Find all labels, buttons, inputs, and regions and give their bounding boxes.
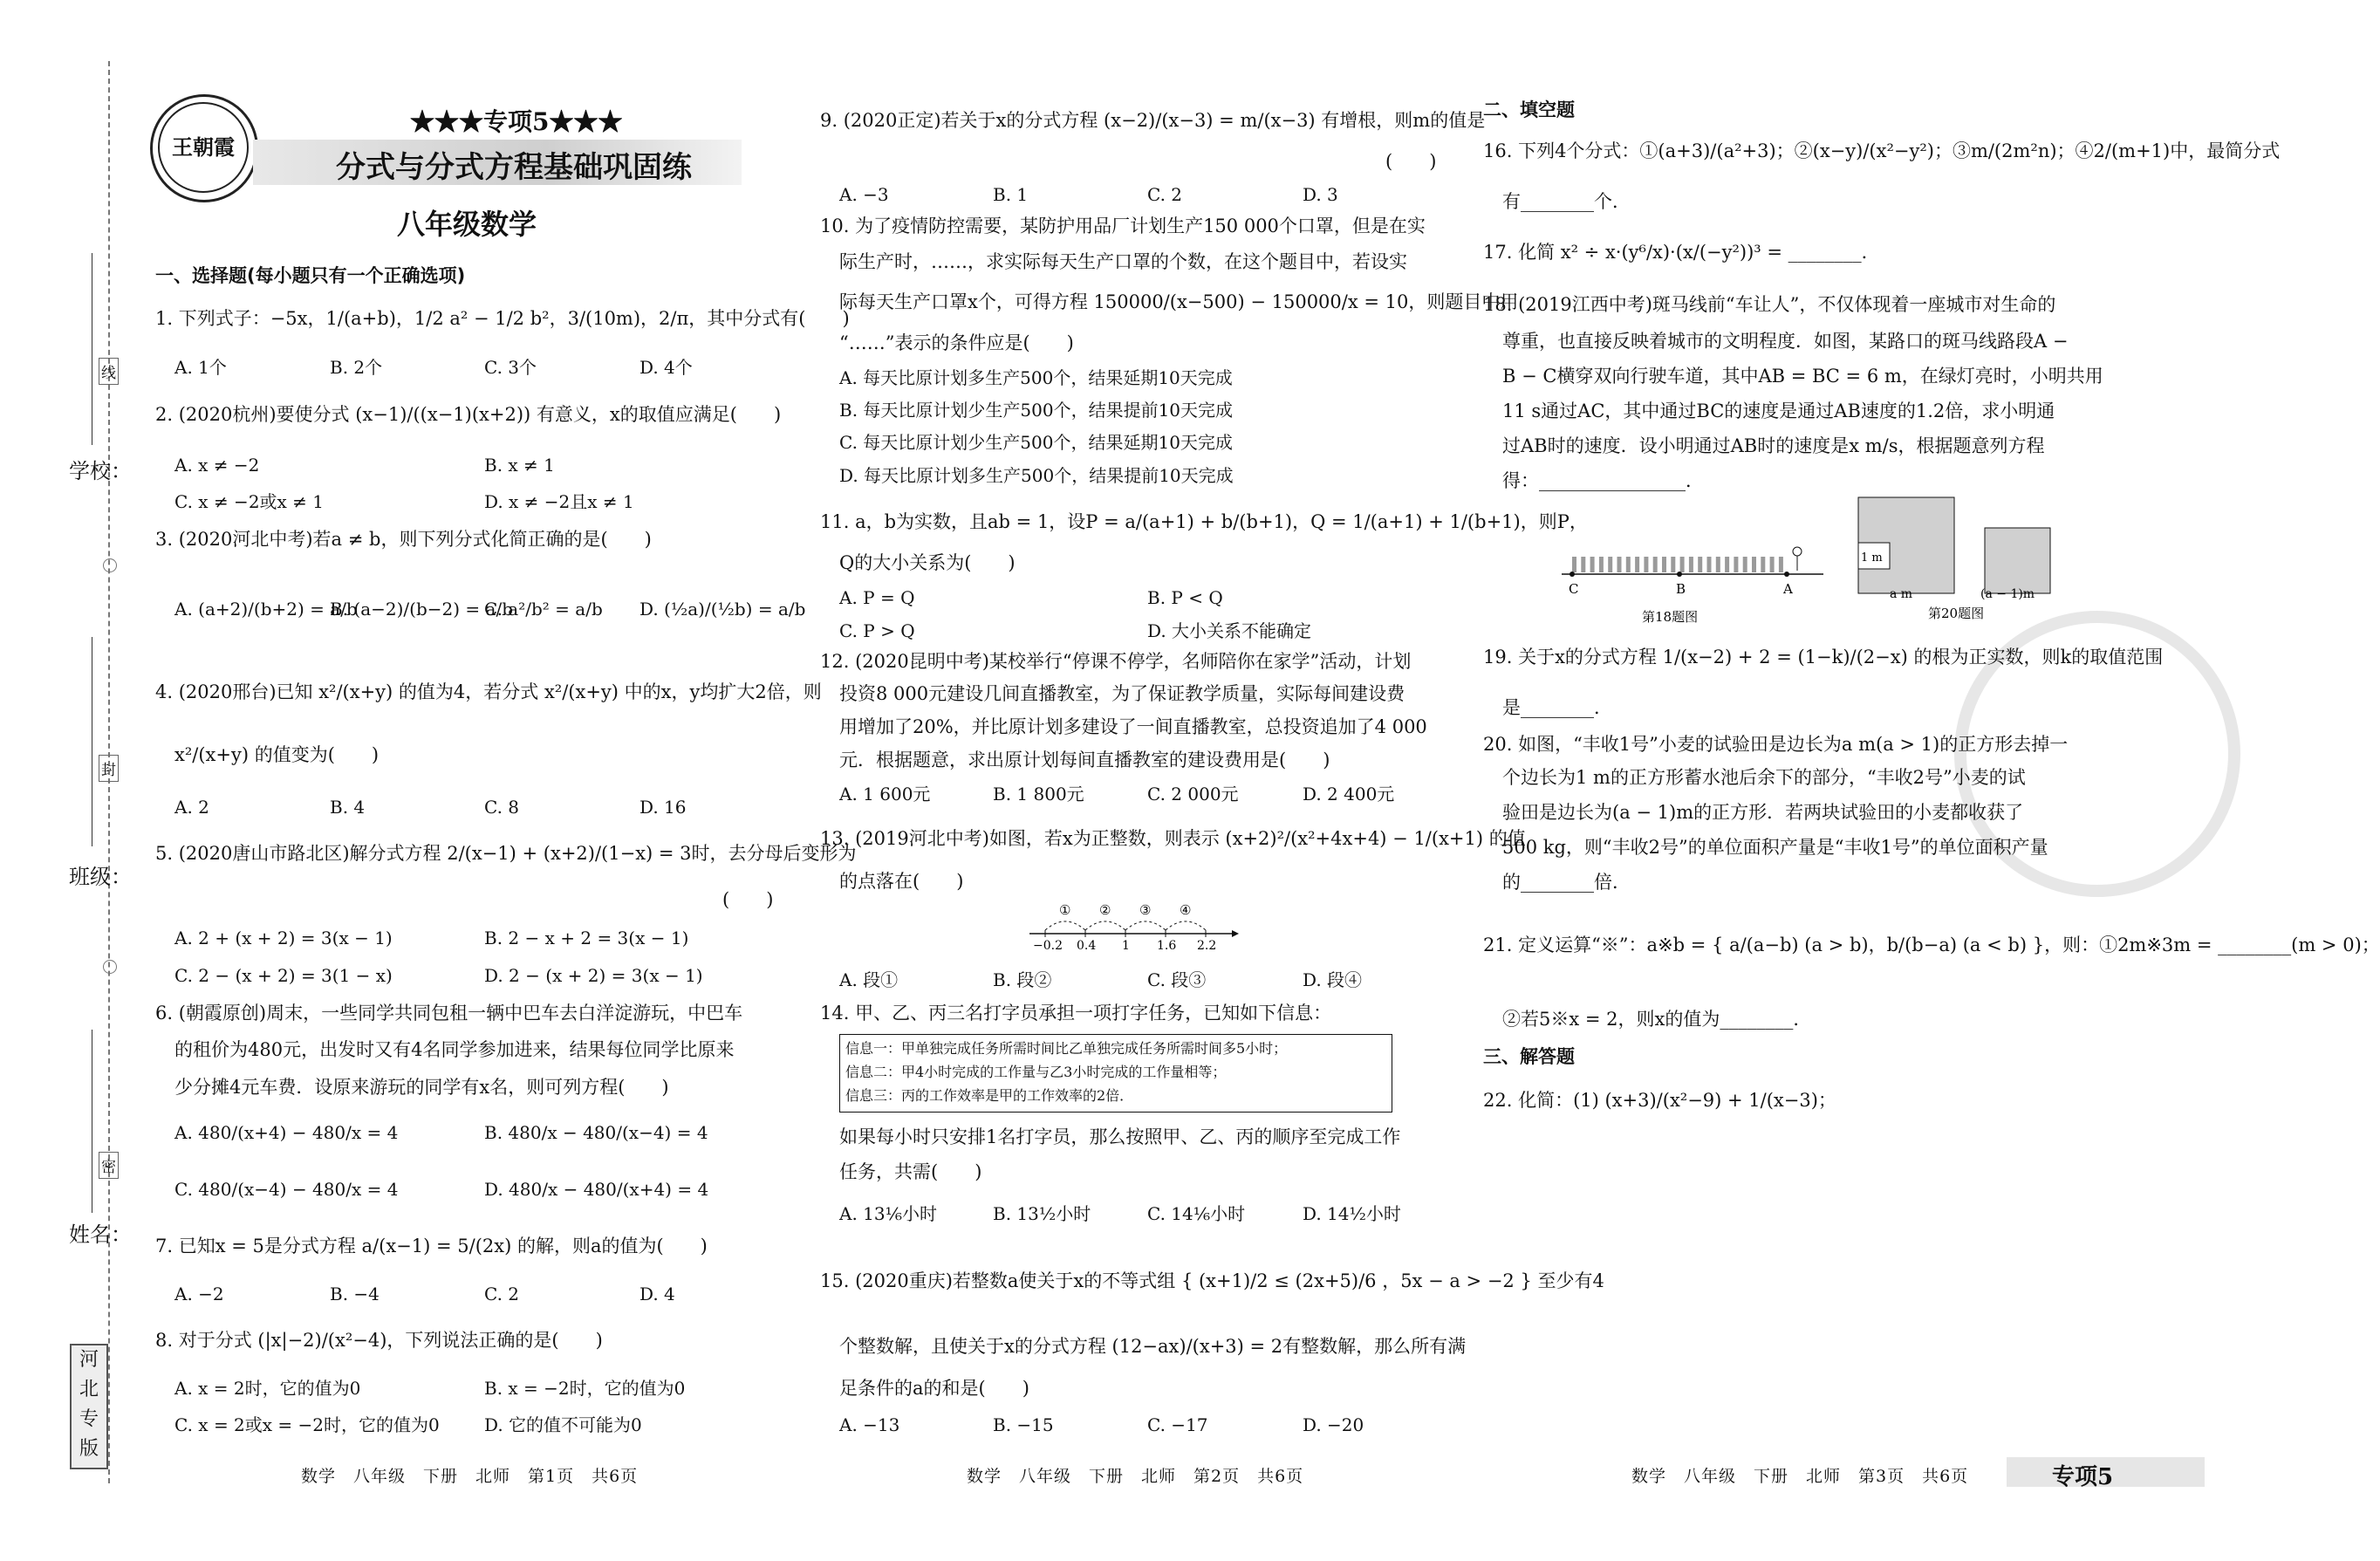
question-13: 13. (2019河北中考)如图，若x为正整数，则表示 (x+2)²/(x²+4x+4) − 1/(x+1) 的值 (820, 828, 1526, 849)
question-4: 4. (2020邢台)已知 x²/(x+y) 的值为4，若分式 x²/(x+y) 中的x，y均扩大2倍，则 (155, 681, 822, 702)
question-14-cont: 如果每小时只安排1名打字员，那么按照甲、乙、丙的顺序至完成工作 (839, 1126, 1401, 1147)
option-d: D. 大小关系不能确定 (1147, 620, 1312, 641)
question-20-cont: 500 kg，则“丰收2号”的单位面积产量是“丰收1号”的单位面积产量 (1502, 837, 2048, 858)
crosswalk-stripe (1626, 557, 1631, 572)
question-13-cont: 的点落在( ) (839, 871, 964, 892)
option-d: D. 2 400元 (1303, 784, 1395, 804)
option-b: B. 13½小时 (993, 1203, 1091, 1224)
crosswalk-stripe (1725, 557, 1729, 572)
option-a: A. 每天比原计划多生产500个，结果延期10天完成 (839, 367, 1233, 388)
option-d: D. 16 (639, 797, 687, 818)
segment-arc (1085, 921, 1125, 930)
crosswalk-stripe (1734, 557, 1738, 572)
crosswalk-stripe (1752, 557, 1756, 572)
question-21: 21. 定义运算“※”：a※b = { a/(a−b) (a > b)，b/(b−a) (a < b) }，则：①2m※3m = ________(m > 0)； (1483, 935, 2380, 955)
segment-label: ② (1099, 902, 1111, 918)
option-b: B. x = −2时，它的值为0 (484, 1378, 686, 1399)
info-line: 信息二：甲4小时完成的工作量与乙3小时完成的工作量相等； (845, 1064, 1227, 1080)
option-a: A. 480/(x+4) − 480/x = 4 (174, 1122, 399, 1143)
option-d: D. 4个 (639, 357, 693, 378)
question-6-cont: 的租价为480元，出发时又有4名同学参加进来，结果每位同学比原来 (174, 1039, 735, 1060)
tick-label: 1.6 (1157, 939, 1177, 953)
question-22: 22. 化简：(1) (x+3)/(x²−9) + 1/(x−3)； (1483, 1090, 1836, 1111)
question-16-cont: 有________个． (1502, 191, 1631, 212)
question-17: 17. 化简 x² ÷ x·(y⁶/x)·(x/(−y²))³ = ________． (1483, 242, 1880, 263)
option-d: D. −20 (1303, 1414, 1364, 1435)
option-c: C. 2 (1147, 184, 1183, 205)
option-c: C. 14⅙小时 (1147, 1203, 1246, 1224)
figure-caption: 第18题图 (1642, 609, 1699, 625)
question-10-cont: 际每天生产口罩x个，可得方程 150000/(x−500) − 150000/x = 10，则题目中用 (839, 291, 1519, 312)
option-a: A. 1个 (174, 357, 227, 378)
crosswalk-stripe (1653, 557, 1658, 572)
question-11-cont: Q的大小关系为( ) (839, 552, 1016, 573)
option-c: C. x ≠ −2或x ≠ 1 (174, 491, 325, 512)
question-18: 18. (2019江西中考)斑马线前“车让人”，不仅体现着一座城市对生命的 (1483, 294, 2056, 315)
crosswalk-stripe (1572, 557, 1576, 572)
option-d: D. x ≠ −2且x ≠ 1 (484, 491, 634, 512)
crosswalk-stripe (1716, 557, 1720, 572)
side-label-a: a m (1890, 587, 1913, 601)
publisher-logo (150, 94, 258, 202)
question-15: 15. (2020重庆)若整数a使关于x的不等式组 { (x+1)/2 ≤ (2x+5)/6 ，5x − a > −2 } 至少有4 (820, 1270, 1604, 1291)
question-9: 9. (2020正定)若关于x的分式方程 (x−2)/(x−3) = m/(x−3) 有增根，则m的值是 (820, 110, 1486, 131)
segment-label: ④ (1180, 902, 1192, 918)
option-d: D. 4 (639, 1284, 675, 1304)
seal-mi-mark: 密 (99, 1152, 119, 1179)
option-b: B. 1 (993, 184, 1029, 205)
option-c: C. 段③ (1147, 969, 1207, 990)
section-heading: 一、选择题(每小题只有一个正确选项) (155, 265, 466, 286)
question-6-cont: 少分摊4元车费．设原来游玩的同学有x名，则可列方程( ) (174, 1077, 669, 1098)
number-line-figure (1029, 900, 1239, 953)
section-heading: 二、填空题 (1483, 99, 1575, 120)
pond-label: 1 m (1861, 551, 1883, 565)
label-a: A (1783, 581, 1793, 597)
crosswalk-stripe (1581, 557, 1585, 572)
option-d: D. 段④ (1303, 969, 1363, 990)
page-footer: 数学 八年级 下册 北师 第3页 共6页 (1631, 1467, 1969, 1486)
crosswalk-stripe (1743, 557, 1747, 572)
label-b: B (1676, 581, 1686, 597)
question-20: 20. 如图，“丰收1号”小麦的试验田是边长为a m(a > 1)的正方形去掉一 (1483, 734, 2069, 755)
square-field-2 (1985, 528, 2050, 593)
question-10-cont: “……”表示的条件应是( ) (839, 332, 1074, 353)
option-a: A. 13⅙小时 (839, 1203, 937, 1224)
tick-label: 2.2 (1197, 939, 1217, 953)
crosswalk-stripe (1698, 557, 1702, 572)
option-b: B. 2个 (330, 357, 383, 378)
option-d: D. (½a)/(½b) = a/b (639, 599, 806, 620)
option-b: B. 2 − x + 2 = 3(x − 1) (484, 928, 689, 948)
figure-caption: 第20题图 (1928, 606, 1985, 621)
option-b: B. 4 (330, 797, 366, 818)
question-12-cont: 用增加了20%，并比原计划多建设了一间直播教室，总投资追加了4 000 (839, 716, 1427, 737)
crosswalk-stripe (1662, 557, 1666, 572)
option-b: B. P < Q (1147, 587, 1223, 608)
question-14-cont: 任务，共需( ) (839, 1161, 982, 1182)
question-11: 11. a，b为实数，且ab = 1，设P = a/(a+1) + b/(b+1)，Q = 1/(a+1) + 1/(b+1)，则P， (820, 511, 1588, 532)
school-label: 学校： (69, 459, 132, 483)
crosswalk-stripe (1689, 557, 1693, 572)
option-b: B. (a−2)/(b−2) = a/b (330, 599, 513, 620)
edition-char: 专 (79, 1408, 99, 1430)
crosswalk-figure (1562, 532, 1841, 628)
tick-label: 0.4 (1077, 939, 1097, 953)
question-1: 1. 下列式子：−5x，1/(a+b)，1/2 a² − 1/2 b²，3/(10m)，2/π，其中分式有( ) (155, 308, 850, 329)
option-b: B. x ≠ 1 (484, 455, 555, 476)
option-a: A. 段① (839, 969, 899, 990)
question-20-cont: 验田是边长为(a − 1)m的正方形．若两块试验田的小麦都收获了 (1502, 802, 2024, 823)
option-b: B. 480/x − 480/(x−4) = 4 (484, 1122, 708, 1143)
question-8: 8. 对于分式 (|x|−2)/(x²−4)，下列说法正确的是( ) (155, 1330, 603, 1351)
option-a: A. x = 2时，它的值为0 (174, 1378, 361, 1399)
segment-label: ③ (1139, 902, 1152, 918)
question-7: 7. 已知x = 5是分式方程 a/(x−1) = 5/(2x) 的解，则a的值为( ) (155, 1236, 708, 1256)
answer-paren: ( ) (1385, 151, 1437, 172)
segment-label: ① (1059, 902, 1071, 918)
crosswalk-stripe (1590, 557, 1595, 572)
crosswalk-stripe (1671, 557, 1675, 572)
option-a: A. −2 (174, 1284, 224, 1304)
crosswalk-stripe (1770, 557, 1775, 572)
option-d: D. 3 (1303, 184, 1338, 205)
option-d: D. 每天比原计划多生产500个，结果提前10天完成 (839, 465, 1234, 486)
option-b: B. 每天比原计划少生产500个，结果提前10天完成 (839, 400, 1234, 421)
tick-label: −0.2 (1033, 939, 1063, 953)
option-a: A. (a+2)/(b+2) = a/b (174, 599, 358, 620)
question-12-cont: 投资8 000元建设几间直播教室，为了保证教学质量，实际每间建设费 (839, 683, 1405, 704)
question-18-cont: 尊重，也直接反映着城市的文明程度．如图，某路口的斑马线路段A − (1502, 331, 2069, 352)
option-a: A. 2 (174, 797, 209, 818)
info-line: 信息三：丙的工作效率是甲的工作效率的2倍． (845, 1087, 1134, 1104)
edition-char: 北 (79, 1379, 99, 1400)
question-10: 10. 为了疫情防控需要，某防护用品厂计划生产150 000个口罩，但是在实 (820, 216, 1426, 236)
question-20-cont: 个边长为1 m的正方形蓄水池后余下的部分，“丰收2号”小麦的试 (1502, 767, 2026, 788)
option-c: C. 2 − (x + 2) = 3(1 − x) (174, 965, 393, 986)
option-c: C. 2 000元 (1147, 784, 1239, 804)
option-b: B. 段② (993, 969, 1052, 990)
question-5: 5. (2020唐山市路北区)解分式方程 2/(x−1) + (x+2)/(1−x) = 3时，去分母后变形为 (155, 843, 857, 864)
question-18-cont: B − C横穿双向行驶车道，其中AB = BC = 6 m，在绿灯亮时，小明共用 (1502, 366, 2103, 387)
class-label: 班级： (69, 865, 132, 889)
question-3: 3. (2020河北中考)若a ≠ b，则下列分式化简正确的是( ) (155, 529, 652, 550)
crosswalk-stripe (1680, 557, 1685, 572)
question-18-cont: 得：________________． (1502, 470, 1704, 491)
logo-text: 王朝霞 (158, 102, 249, 193)
question-19-cont: 是________． (1502, 697, 1612, 718)
info-line: 信息一：甲单独完成任务所需时间比乙单独完成任务所需时间多5小时； (845, 1040, 1288, 1057)
option-a: A. 1 600元 (839, 784, 931, 804)
crosswalk-stripe (1617, 557, 1622, 572)
question-16: 16. 下列4个分式：①(a+3)/(a²+3)；②(x−y)/(x²−y²)；③m/(2m²n)；④2/(m+1)中，最简分式 (1483, 140, 2281, 161)
option-c: C. 8 (484, 797, 520, 818)
answer-paren: ( ) (722, 889, 774, 910)
option-c: C. −17 (1147, 1414, 1208, 1435)
question-2: 2. (2020杭州)要使分式 (x−1)/((x−1)(x+2)) 有意义，x的取值应满足( ) (155, 404, 782, 425)
side-label-a-minus-1: (a − 1)m (1980, 587, 2035, 601)
question-14: 14. 甲、乙、丙三名打字员承担一项打字任务，已知如下信息： (820, 1003, 1332, 1024)
edition-char: 河 (79, 1349, 99, 1371)
question-15-cont: 足条件的a的和是( ) (839, 1378, 1029, 1399)
crosswalk-stripe (1635, 557, 1639, 572)
option-c: C. x = 2或x = −2时，它的值为0 (174, 1414, 440, 1435)
question-21-cont: ②若5※x = 2，则x的值为________． (1502, 1009, 1812, 1030)
page-footer: 数学 八年级 下册 北师 第1页 共6页 (301, 1467, 639, 1486)
crosswalk-stripe (1644, 557, 1648, 572)
question-12-cont: 元．根据题意，求出原计划每间直播教室的建设费用是( ) (839, 750, 1330, 770)
segment-arc (1166, 921, 1206, 930)
crosswalk-stripe (1707, 557, 1712, 572)
seal-line-mark: 线 (99, 358, 119, 385)
crosswalk-stripe (1599, 557, 1604, 572)
crosswalk-stripe (1779, 557, 1783, 572)
point-b (1677, 572, 1682, 577)
option-d: D. 14½小时 (1303, 1203, 1401, 1224)
option-a: A. x ≠ −2 (174, 455, 260, 476)
option-a: A. −13 (839, 1414, 900, 1435)
question-12: 12. (2020昆明中考)某校举行“停课不停学，名师陪你在家学”活动，计划 (820, 651, 1412, 672)
option-c: C. a²/b² = a/b (484, 599, 603, 620)
option-d: D. 480/x − 480/(x+4) = 4 (484, 1179, 709, 1200)
page-title: 分式与分式方程基础巩固练 (336, 150, 692, 185)
option-c: C. 3个 (484, 357, 537, 378)
crosswalk-stripe (1761, 557, 1765, 572)
question-18-cont: 过AB时的速度．设小明通过AB时的速度是x m/s，根据题意列方程 (1502, 435, 2045, 456)
pedestrian-icon (1793, 547, 1802, 556)
section-heading: 三、解答题 (1483, 1046, 1575, 1067)
page-1-column (0, 0, 857, 1561)
option-d: D. 它的值不可能为0 (484, 1414, 642, 1435)
name-label: 姓名： (69, 1222, 132, 1247)
question-18-cont: 11 s通过AC，其中通过BC的速度是通过AB速度的1.2倍，求小明通 (1502, 401, 2055, 421)
page-footer: 数学 八年级 下册 北师 第2页 共6页 (967, 1467, 1304, 1486)
option-a: A. P = Q (839, 587, 915, 608)
tick-label: 1 (1122, 939, 1130, 953)
crosswalk-stripe (1608, 557, 1612, 572)
seal-feng-mark: 封 (99, 755, 119, 782)
page-subtitle: 八年级数学 (397, 208, 537, 241)
topic-tag: 专项5 (2052, 1464, 2114, 1490)
question-10-cont: 际生产时，……，求实际每天生产口罩的个数，在这个题目中，若设实 (839, 251, 1407, 272)
option-d: D. 2 − (x + 2) = 3(x − 1) (484, 965, 703, 986)
question-4-cont: x²/(x+y) 的值变为( ) (174, 744, 380, 765)
option-c: C. P > Q (839, 620, 915, 641)
point-a (1784, 572, 1789, 577)
option-b: B. −15 (993, 1414, 1054, 1435)
info-box (839, 1034, 1392, 1113)
option-c: C. 480/(x−4) − 480/x = 4 (174, 1179, 399, 1200)
label-c: C (1569, 581, 1579, 597)
option-c: C. 2 (484, 1284, 520, 1304)
option-a: A. 2 + (x + 2) = 3(x − 1) (174, 928, 393, 948)
page-3-column (1466, 0, 2380, 1561)
segment-arc (1045, 921, 1085, 930)
edition-char: 版 (79, 1438, 99, 1460)
point-c (1570, 572, 1575, 577)
question-6: 6. (朝霞原创)周末，一些同学共同包租一辆中巴车去白洋淀游玩，中巴车 (155, 1003, 743, 1024)
question-20-cont: 的________倍． (1502, 872, 1631, 893)
option-a: A. −3 (839, 184, 889, 205)
question-15-cont: 个整数解，且使关于x的分式方程 (12−ax)/(x+3) = 2有整数解，那么所有满 (839, 1336, 1467, 1357)
axis-arrow (1232, 930, 1239, 937)
option-b: B. 1 800元 (993, 784, 1084, 804)
question-19: 19. 关于x的分式方程 1/(x−2) + 2 = (1−k)/(2−x) 的根为正实数，则k的取值范围 (1483, 647, 2164, 668)
topic-badge: ★★★专项5★★★ (410, 107, 623, 136)
option-b: B. −4 (330, 1284, 380, 1304)
segment-arc (1125, 921, 1166, 930)
option-c: C. 每天比原计划少生产500个，结果延期10天完成 (839, 432, 1233, 453)
field-figure (1850, 489, 2059, 637)
